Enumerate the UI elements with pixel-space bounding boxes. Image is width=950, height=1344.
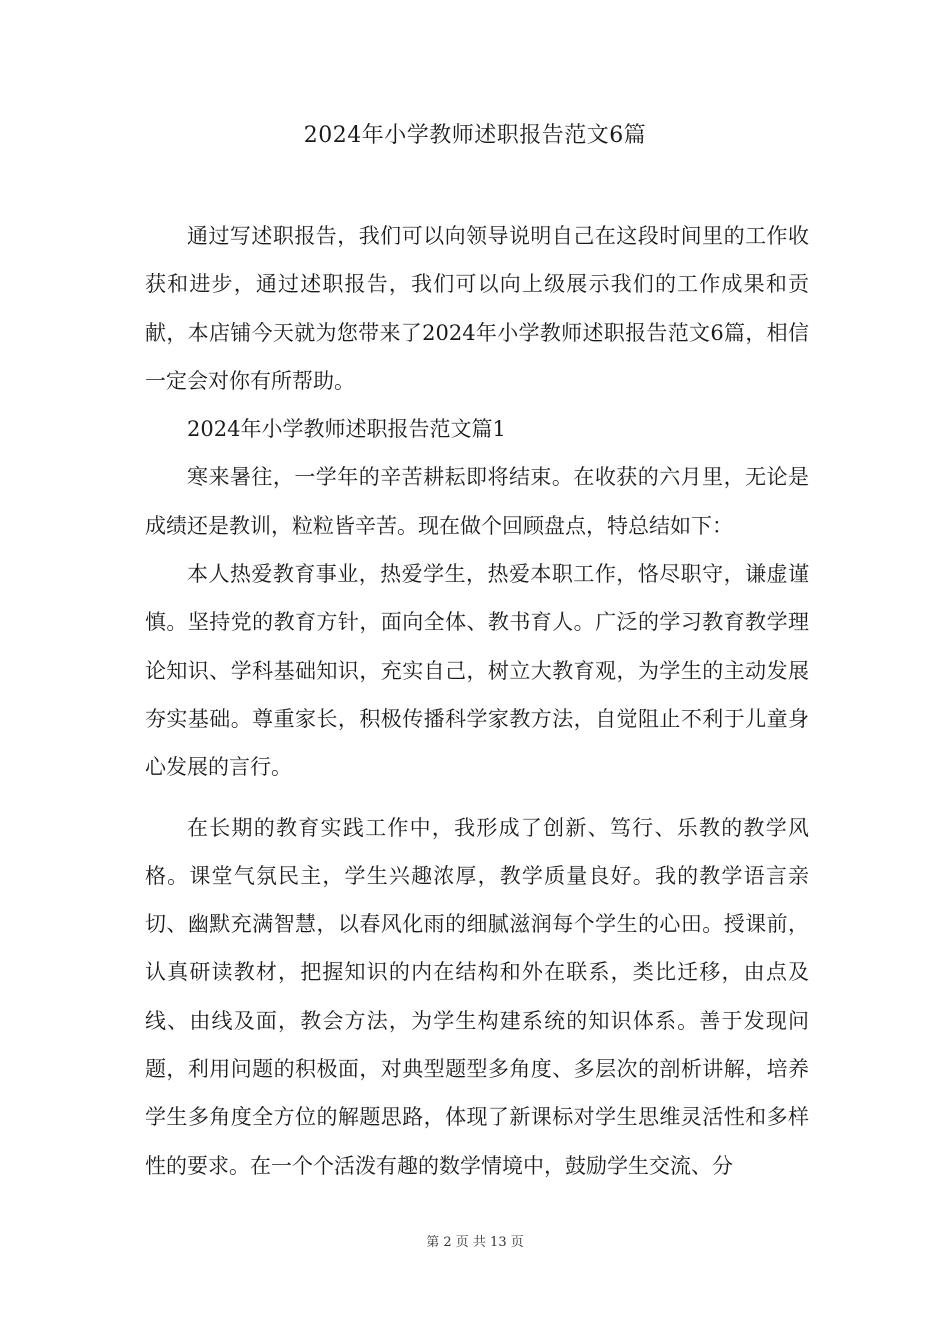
page-footer: 第 2 页 共 13 页	[426, 1235, 524, 1250]
section-heading: 2024年小学教师述职报告范文篇1	[187, 417, 506, 442]
body-paragraph: 在长期的教育实践工作中，我形成了创新、笃行、乐教的教学风格。课堂气氛民主，学生兴趣浓厚，教学质量良好。我的教学语言亲切、幽默充满智慧，以春风化雨的细腻滋润每个学生的心田。授课前，认真研读教材，把握知识的内在结构和外在联系，类比迁移，由点及线、由线及面，教会方法，为学生构建系统的知识体系。善于发现问题，利用问题的积极面，对典型题型多角度、多层次的剖析讲解，培养学生多角度全方位的解题思路，体现了新课标对学生思维灵活性和多样性的要求。在一个个活泼有趣的数学情境中，鼓励学生交流、分	[145, 815, 809, 1178]
intro-paragraph: 通过写述职报告，我们可以向领导说明自己在这段时间里的工作收获和进步，通过述职报告，我们可以向上级展示我们的工作成果和贡献，本店铺今天就为您带来了2024年小学教师述职报告范文6篇，相信一定会对你有所帮助。	[145, 224, 809, 393]
document-title: 2024年小学教师述职报告范文6篇	[303, 123, 647, 148]
body-paragraph: 寒来暑往，一学年的辛苦耕耘即将结束。在收获的六月里，无论是成绩还是教训，粒粒皆辛苦。现在做个回顾盘点，特总结如下：	[145, 465, 809, 538]
body-paragraph: 本人热爱教育事业，热爱学生，热爱本职工作，恪尽职守，谦虚谨慎。坚持党的教育方针，面向全体、教书育人。广泛的学习教育教学理论知识、学科基础知识，充实自己，树立大教育观，为学生的主动发展夯实基础。尊重家长，积极传播科学家教方法，自觉阻止不利于儿童身心发展的言行。	[145, 562, 809, 780]
document-body	[145, 212, 809, 1190]
